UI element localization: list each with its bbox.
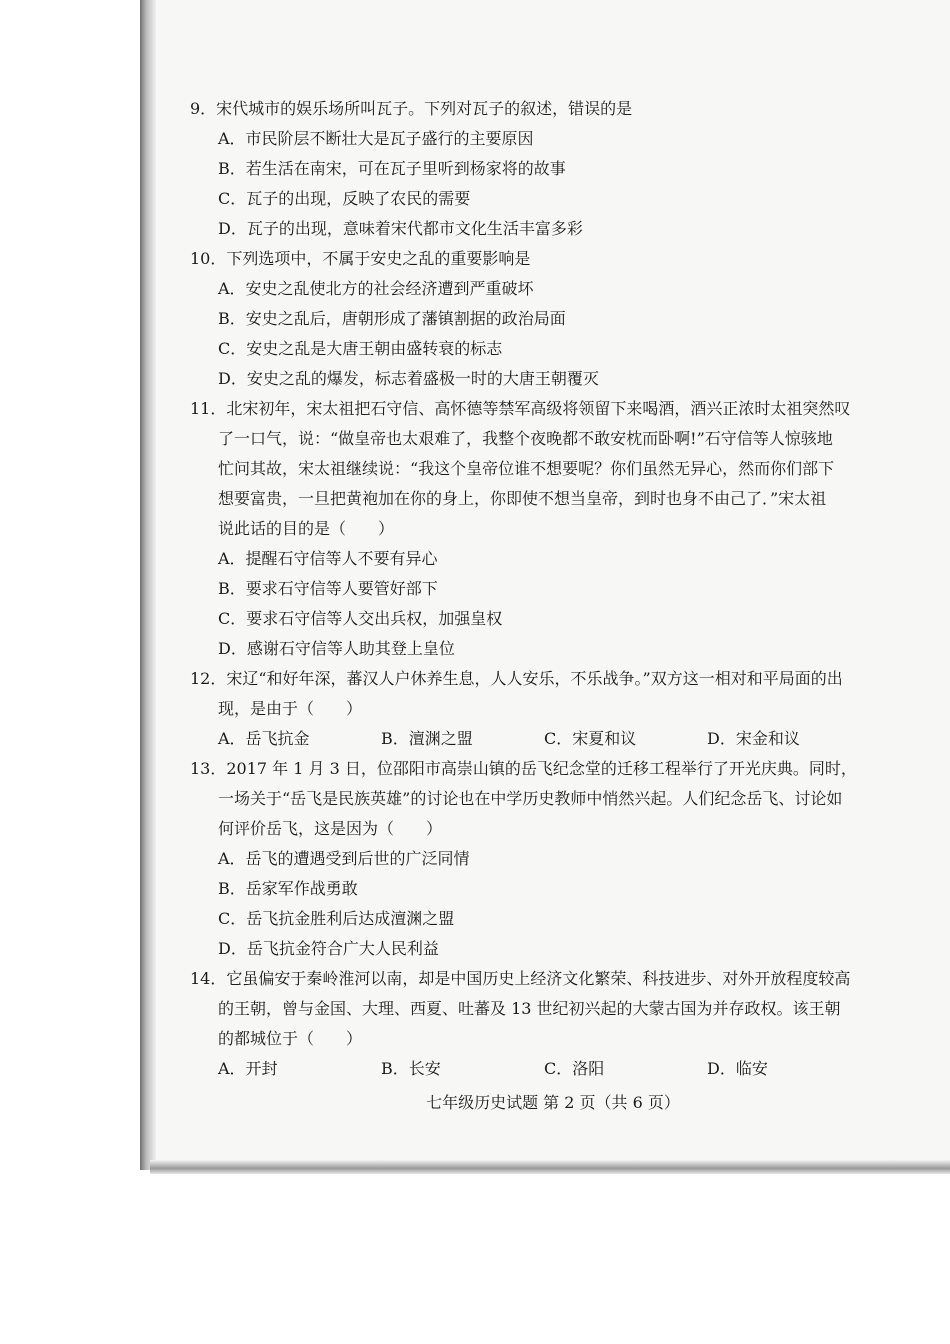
question-stem-line: 11．北宋初年，宋太祖把石守信、高怀德等禁军高级将领留下来喝酒，酒兴正浓时太祖突然叹	[190, 399, 851, 418]
option-d: D．感谢石守信等人助其登上皇位	[218, 639, 455, 658]
option-d: D．宋金和议	[707, 729, 800, 748]
option-b: B．长安	[381, 1059, 441, 1078]
option-d: D．岳飞抗金符合广大人民利益	[218, 939, 439, 958]
question-stem-line: 说此话的目的是（ ）	[218, 519, 395, 538]
option-c: C．安史之乱是大唐王朝由盛转衰的标志	[218, 339, 503, 358]
page-footer: 七年级历史试题 第 2 页（共 6 页）	[426, 1093, 680, 1112]
option-a: A．市民阶层不断壮大是瓦子盛行的主要原因	[218, 129, 534, 148]
option-a: A．开封	[218, 1059, 278, 1078]
option-b: B．澶渊之盟	[381, 729, 473, 748]
question-stem-line: 12．宋辽“和好年深，蕃汉人户休养生息，人人安乐，不乐战争。”双方这一相对和平局面的出	[190, 669, 843, 688]
scan-bottom-edge	[150, 1160, 950, 1174]
option-a: A．提醒石守信等人不要有异心	[218, 549, 438, 568]
question-stem-line: 现，是由于（ ）	[218, 699, 363, 718]
option-a: A．岳飞抗金	[218, 729, 310, 748]
scan-binding-edge	[140, 0, 156, 1170]
option-d: D．临安	[707, 1059, 768, 1078]
question-stem-line: 14．它虽偏安于秦岭淮河以南，却是中国历史上经济文化繁荣、科技进步、对外开放程度较高	[190, 969, 851, 988]
question-14	[190, 964, 870, 1084]
question-10	[190, 244, 870, 394]
question-11	[190, 394, 870, 664]
question-stem-line: 忙问其故，宋太祖继续说：“我这个皇帝位谁不想要呢？你们虽然无异心，然而你们部下	[218, 459, 835, 478]
option-b: B．若生活在南宋，可在瓦子里听到杨家将的故事	[218, 159, 566, 178]
question-12	[190, 664, 870, 754]
question-stem: 9．宋代城市的娱乐场所叫瓦子。下列对瓦子的叙述，错误的是	[190, 99, 633, 118]
option-b: B．安史之乱后，唐朝形成了藩镇割据的政治局面	[218, 309, 566, 328]
question-stem-line: 的王朝，曾与金国、大理、西夏、吐蕃及 13 世纪初兴起的大蒙古国为并存政权。该王朝	[218, 999, 841, 1018]
option-b: B．要求石守信等人要管好部下	[218, 579, 438, 598]
question-9	[190, 94, 870, 244]
option-c: C．宋夏和议	[544, 729, 637, 748]
option-c: C．要求石守信等人交出兵权，加强皇权	[218, 609, 503, 628]
question-stem: 10．下列选项中，不属于安史之乱的重要影响是	[190, 249, 531, 268]
question-stem-line: 一场关于“岳飞是民族英雄”的讨论也在中学历史教师中悄然兴起。人们纪念岳飞、讨论如	[218, 789, 843, 808]
question-list	[190, 94, 870, 1084]
option-c: C．洛阳	[544, 1059, 605, 1078]
option-c: C．岳飞抗金胜利后达成澶渊之盟	[218, 909, 455, 928]
option-c: C．瓦子的出现，反映了农民的需要	[218, 189, 471, 208]
option-d: D．瓦子的出现，意味着宋代都市文化生活丰富多彩	[218, 219, 583, 238]
options-row	[190, 724, 870, 754]
question-stem-line: 了一口气，说：“做皇帝也太艰难了，我整个夜晚都不敢安枕而卧啊!”石守信等人惊骇地	[218, 429, 833, 448]
question-stem-line: 何评价岳飞，这是因为（ ）	[218, 819, 443, 838]
question-stem-line: 的都城位于（ ）	[218, 1029, 363, 1048]
option-b: B．岳家军作战勇敢	[218, 879, 358, 898]
option-a: A．安史之乱使北方的社会经济遭到严重破坏	[218, 279, 534, 298]
question-stem-line: 13．2017 年 1 月 3 日，位邵阳市高崇山镇的岳飞纪念堂的迁移工程举行了开光庆典。同时，	[190, 759, 857, 778]
question-stem-line: 想要富贵，一旦把黄袍加在你的身上，你即使不想当皇帝，到时也身不由己了．”宋太祖	[218, 489, 827, 508]
option-a: A．岳飞的遭遇受到后世的广泛同情	[218, 849, 470, 868]
question-13	[190, 754, 870, 964]
option-d: D．安史之乱的爆发，标志着盛极一时的大唐王朝覆灭	[218, 369, 599, 388]
options-row	[190, 1054, 870, 1084]
